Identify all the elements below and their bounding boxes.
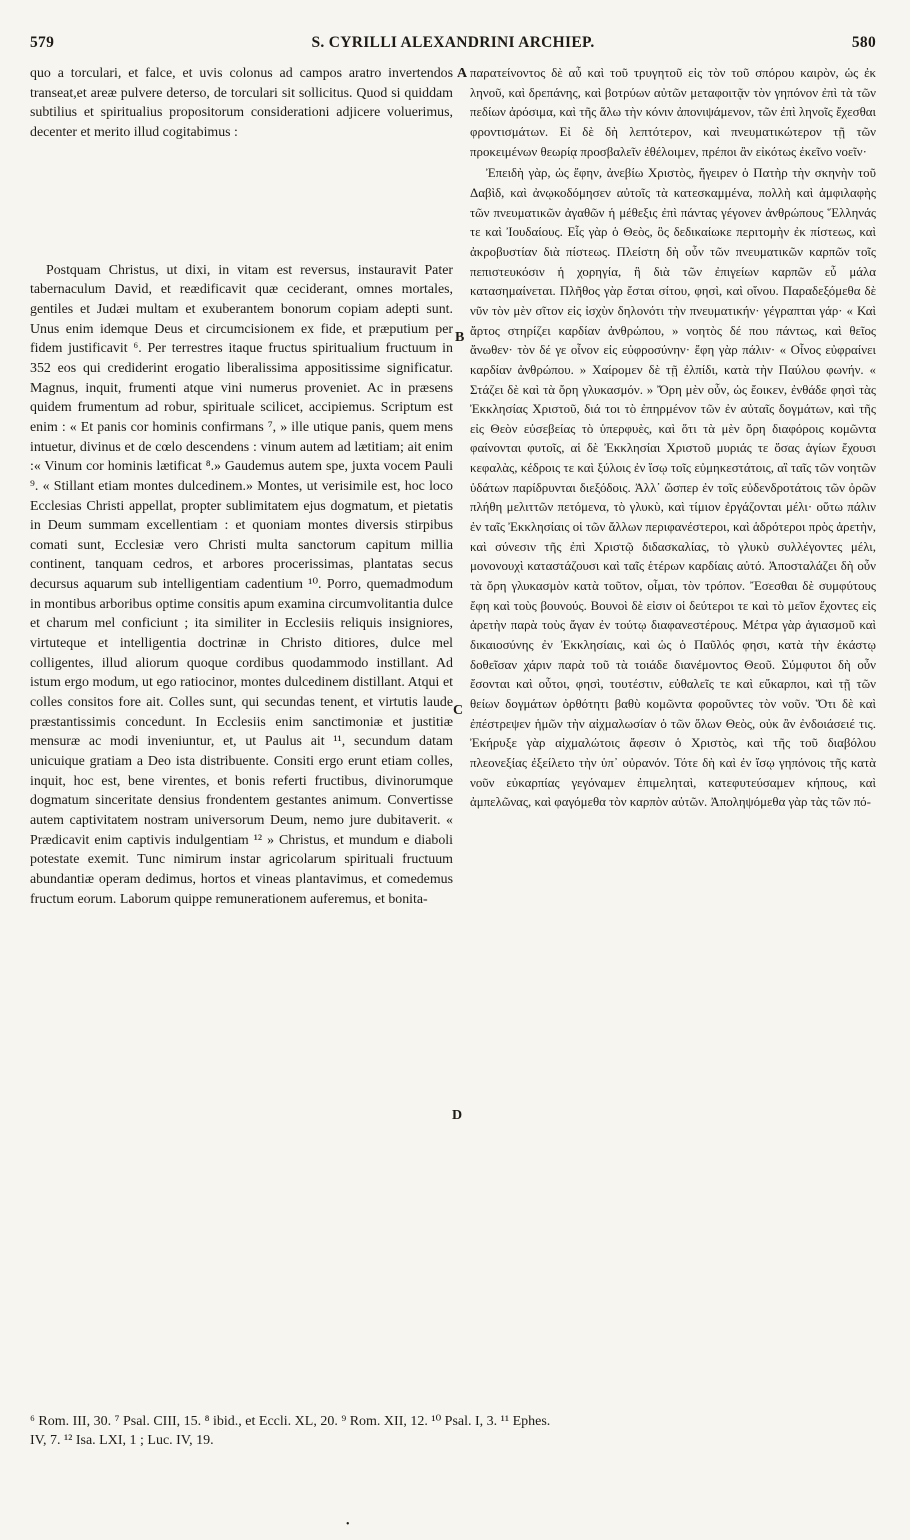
margin-marker-d: D — [452, 1108, 463, 1123]
greek-paragraph-1: παρατείνοντος δὲ αὖ καὶ τοῦ τρυγητοῦ εἰς τὸν τοῦ σπόρου καιρὸν, ὡς ἐκ ληνοῦ, καὶ δρεπάνης, καὶ βοτρύων αὐτῶν μεταφοιτᾷν τὸν γηπόνον ἐπὶ τὰ τῶν πεδίων ἀρόσιμα, καὶ τῆς ἅλω τὴν κόνιν ἀπονιψάμενον, τῶν ἐπὶ ληνοῖς ἔχεσθαι φροντισμάτων. Εἰ δὲ δὴ λεπτότερον, καὶ πνευματικώτερον τῇ τῶν προκειμένων θεωρίᾳ προσβαλεῖν ἐθέλοιμεν, πρέποι ἂν εἰκότως ἐκεῖνο νοεῖν· — [470, 66, 876, 159]
latin-paragraph-2: Postquam Christus, ut dixi, in vitam est reversus, instauravit Pater tabernaculum David, et reædificavit quæ ceciderant, omnes mortales, gentiles et Judæi multam et exuberantem bonorum copiam adepti sunt. Unus enim idemque Deus et circumcisionem ex fide, et præputium per fidem justificavit ⁶. Per terrestres itaque fructus spiritualium fructuum in 352 eos qui crediderint erogatio liberalissima appositissime significatur. Magnus, inquit, frumenti atque vini numerus proveniet. Ac in præsens quidem frumentum ad robur, spirituale scilicet, accipiemus. Scriptum est enim : « Et panis cor hominis confirmans ⁷, » ille utique panis, quem mens intuetur, divinus et de cœlo descendens : vinum autem ad lætitiam; ait enim :« Vinum cor hominis lætificat ⁸.» Gaudemus autem spe, juxta vocem Pauli ⁹. « Stillant etiam montes dulcedinem.» Montes, ut verisimile est, hoc loco Ecclesias Christi appellat, propter sublimitatem ejus dogmatum, et pietatis in Deum summam excellentiam : et quoniam montes diversis stirpibus comati sunt, Ecclesiæ vero Christi multa sanctorum capitum millia continent, tanquam cedros, et arbores procerissimas, plantatas secus decursus aquarum sub intelligentiam cadentium ¹⁰. Porro, quemadmodum in montibus arboribus optime consitis apum examina circumvolitantia dulce et charum mel conficiunt ; ita similiter in Ecclesiis reliquis insigniores, virtuteque et intelligentia doctrinæ in Christo ditiores, dulce mel colligentes, illud aliorum quoque cordibus quodammodo instillant. Ad istum ergo modum, ut ego ratiocinor, montes dulcedinem distillant. Atqui et colles consitos fore ait. Colles sunt, qui secundas tenent, et virtutis laude præstantissimis concedunt. In Ecclesiis enim sanctimoniæ et justitiæ mensuræ ac modi inveniuntur, et, ut Paulus ait ¹¹, secundum datam unicuique gratiam a Deo ista distribuente. Consiti ergo erunt etiam colles, inquit, hoc est, bene virentes, et bonis referti fructibus, divinorumque dogmatum sinceritate densius frondentem gestantes animum. Convertisse autem captivitatem nostram universorum Deum, nemo jure dubitaverit. « Prædicavit enim captivis indulgentiam ¹² » Christus, et mundum e diaboli potestate exemit. Tunc nimirum instar agricolarum spirituali fructuum abundantiæ operam dedimus, hortos et vineas plantavimus, et comedemus fructum eorum. Laborum quippe remunerationem auferemus, et bonita- — [30, 262, 453, 907]
bottom-mark: • — [346, 1519, 350, 1530]
greek-paragraph-2: Ἐπειδὴ γὰρ, ὡς ἔφην, ἀνεβίω Χριστὸς, ἤγειρεν ὁ Πατὴρ τὴν σκηνὴν τοῦ Δαβὶδ, καὶ ἀνῳκοδόμησεν αὐτοῖς τὰ κατεσκαμμένα, πολλὴ καὶ ἀμφιλαφὴς τῶν πνευματικῶν ἀγαθῶν ἡ μέθεξις ἐπὶ πάντας γέγονεν ἀνθρώπους Ἕλληνάς τε καὶ Ἰουδαίους. Εἷς γὰρ ὁ Θεὸς, ὃς δεδικαίωκε περιτομὴν ἐκ πίστεως, καὶ ἀκροβυστίαν διὰ πίστεως. Πλείστη δὴ οὖν τῶν πνευματικῶν καρπῶν τοῖς πεπιστευκόσιν ἡ χορηγία, ἣ διὰ τῶν ἐπιγείων καρπῶν εὖ μάλα κατασημαίνεται. Πλῆθος γὰρ ἔσται σίτου, φησὶ, καὶ οἴνου. Παραδεξόμεθα δὲ νῦν τὸν μὲν σῖτον εἰς ἰσχὺν δηλονότι τὴν πνευματικήν· γέγραπται γάρ· « Καὶ ἄρτος στηρίζει καρδίαν ἀνθρώπου, » νοητὸς δέ που πάντως, καὶ θεῖος ἄνωθεν· τὸν δέ γε οἶνον εἰς εὐφροσύνην· ἔφη γὰρ πάλιν· « Οἶνος εὐφραίνει καρδίαν ἀνθρώπου. » Χαίρομεν δὲ τῇ ἐλπίδι, κατὰ τὴν Παύλου φωνήν. « Στάζει δὲ καὶ τὰ ὄρη γλυκασμόν. » Ὄρη μὲν οὖν, ὡς ἔοικεν, ἐνθάδε φησὶ τὰς Ἐκκλησίας Χριστοῦ, διά τοι τὸ ἐπηρμένον τῶν ἐν αὐταῖς δογμάτων, καὶ τῆς εἰς Θεὸν εὐσεβείας τὸ ὑπερφυὲς, καὶ ὅτι τὰ μὲν ὄρη διαφόροις κομῶντα φαίνονται φυτοῖς, αἱ δὲ Ἐκκλησίαι Χριστοῦ μυριάς τε ὅσας ἁγίων ἔχουσι κεφαλὰς, κέδροις τε καὶ ξύλοις ἐν ἴσῳ τοῖς εὐμηκεστάτοις, αἳ ταῖς τῶν νοητῶν ὑδάτων παρίδρυνται διεξόδοις. Ἀλλ᾽ ὥσπερ ἐν τοῖς εὐδενδροτάτοις τῶν ὀρῶν πλήθη μελιττῶν πετόμενα, τὸ γλυκὺ, καὶ τίμιον ἐργάζονται μέλι· οὕτω πάλιν ἐν ταῖς Ἐκκλησίαις οἱ τῶν ἄλλων περιφανέστεροι, καὶ ἁδρότεροι πρὸς ἀρετὴν, καὶ σύνεσιν τῆς ἐπὶ Χριστῷ διδασκαλίας, τὸ γλυκὺ συλλέγοντες μέλι, μονονουχὶ καταστάζουσι καὶ ταῖς ἑτέρων καρδίαις αὐτό. Ἀποσταλάζει δὴ οὖν τὰ ὄρη γλυκασμὸν κατὰ τοῦτον, οἶμαι, τὸν τρόπον. Ἔσεσθαι δὲ συμφύτους ἔφη καὶ τοὺς βουνούς. Βουνοὶ δὲ εἰσιν οἱ δεύτεροι τε καὶ τὸ μεῖον ἔχοντες εἰς ἀρετὴν παρὰ τοὺς ἄγαν ἐν τούτῳ διαφανεστέρους. Μέτρα γὰρ ἁγιασμοῦ καὶ δικαιοσύνης ἐν Ἐκκλησίαις, καὶ ὡς ὁ Παῦλός φησι, κατὰ τὴν ἑκάστῳ δοθεῖσαν χάριν παρὰ τοῦ τὰ τοιάδε διανέμοντος Θεοῦ. Σύμφυτοι δὴ οὖν ἔσονται καὶ οὗτοι, φησὶ, τουτέστιν, εὐθαλεῖς τε καὶ εὔκαρποι, καὶ τῇ τῶν θείων δογμάτων ὀρθότητι βαθὺ κομῶντα φοροῦντες τὸν νοῦν. Ὅτι δὲ καὶ ἐπέστρεψεν ἡμῶν τὴν αἰχμαλωσίαν ὁ τῶν ὅλων Θεὸς, οὐκ ἂν ἐνδοιάσειέ τις. Ἐκήρυξε γὰρ αἰχμαλώτοις ἄφεσιν ὁ Χριστὸς, καὶ τῆς τοῦ διαβόλου πλεονεξίας ἐξείλετο τὴν ὑπ᾽ οὐρανόν. Τότε δὴ καὶ ἐν ἴσῳ γηπόνοις τῆς κατὰ νοῦν εὐκαρπίας γεγόναμεν ἐπιμεληταὶ, κατεφυτεύσαμεν κήπους, καὶ ἀμπελῶνας, καὶ φαγόμεθα τὸν καρπὸν αὐτῶν. Ἀποληψόμεθα γὰρ τὰς τῶν πό- — [470, 166, 876, 810]
page-number-left: 579 — [30, 34, 55, 51]
footnote-line-2: IV, 7. ¹² Isa. LXI, 1 ; Luc. IV, 19. — [30, 1433, 214, 1448]
running-title: S. CYRILLI ALEXANDRINI ARCHIEP. — [311, 34, 595, 51]
footnotes — [30, 1412, 880, 1450]
margin-marker-a: A — [457, 66, 468, 81]
latin-paragraph-1: quo a torculari, et falce, et uvis colonus ad campos aratro invertendos transeat,et areæ pulvere deterso, de torculari sit sollicitus. Quod si quiddam subtilius et spiritualius propositorum considerationi adjicere voluerimus, decenter et merito illud cogitabimus : — [30, 66, 453, 140]
page-header — [30, 34, 876, 60]
greek-column — [470, 64, 876, 1374]
page-number-right: 580 — [851, 34, 876, 51]
latin-column — [30, 64, 453, 1374]
footnote-line-1: ⁶ Rom. III, 30. ⁷ Psal. CIII, 15. ⁸ ibid., et Eccli. XL, 20. ⁹ Rom. XII, 12. ¹⁰ Psal. I, 3. ¹¹ Ephes. — [30, 1414, 551, 1429]
margin-marker-c: C — [453, 703, 464, 718]
margin-marker-b: B — [455, 330, 465, 345]
paragraph-gap — [30, 143, 453, 261]
